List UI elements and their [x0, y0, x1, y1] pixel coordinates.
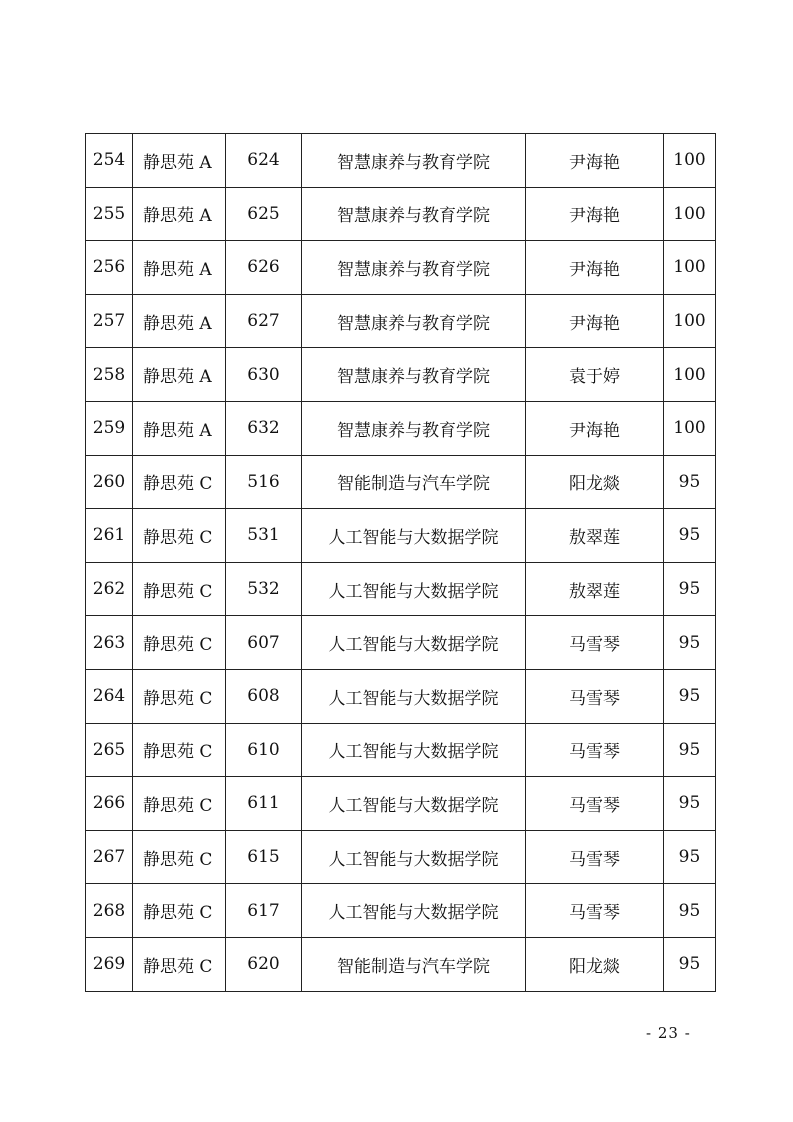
counselor-cell: 阳龙燚	[526, 937, 664, 991]
table-row	[86, 187, 716, 241]
table-row	[86, 777, 716, 831]
row-index-cell: 254	[86, 134, 133, 188]
building-cell: 静思苑 C	[133, 455, 226, 509]
table-row	[86, 455, 716, 509]
building-cell: 静思苑 A	[133, 134, 226, 188]
table-row	[86, 294, 716, 348]
counselor-cell: 马雪琴	[526, 777, 664, 831]
building-cell: 静思苑 A	[133, 187, 226, 241]
college-cell: 人工智能与大数据学院	[302, 723, 526, 777]
building-cell: 静思苑 C	[133, 616, 226, 670]
score-cell: 95	[664, 723, 716, 777]
table-row	[86, 723, 716, 777]
room-number-cell: 626	[226, 241, 302, 295]
row-index-cell: 266	[86, 777, 133, 831]
counselor-cell: 尹海艳	[526, 401, 664, 455]
table-row	[86, 616, 716, 670]
counselor-cell: 袁于婷	[526, 348, 664, 402]
room-number-cell: 611	[226, 777, 302, 831]
counselor-cell: 尹海艳	[526, 187, 664, 241]
college-cell: 智慧康养与教育学院	[302, 348, 526, 402]
table-row	[86, 669, 716, 723]
row-index-cell: 267	[86, 830, 133, 884]
college-cell: 人工智能与大数据学院	[302, 562, 526, 616]
counselor-cell: 尹海艳	[526, 241, 664, 295]
table-row	[86, 884, 716, 938]
room-number-cell: 627	[226, 294, 302, 348]
table-row	[86, 830, 716, 884]
counselor-cell: 马雪琴	[526, 830, 664, 884]
college-cell: 智慧康养与教育学院	[302, 294, 526, 348]
college-cell: 智慧康养与教育学院	[302, 401, 526, 455]
room-number-cell: 610	[226, 723, 302, 777]
score-cell: 95	[664, 884, 716, 938]
row-index-cell: 264	[86, 669, 133, 723]
table-row	[86, 509, 716, 563]
room-number-cell: 615	[226, 830, 302, 884]
building-cell: 静思苑 C	[133, 669, 226, 723]
counselor-cell: 敖翠莲	[526, 562, 664, 616]
score-cell: 95	[664, 669, 716, 723]
building-cell: 静思苑 A	[133, 401, 226, 455]
table-row	[86, 134, 716, 188]
counselor-cell: 马雪琴	[526, 723, 664, 777]
page-number: - 23 -	[646, 1024, 691, 1042]
score-cell: 95	[664, 455, 716, 509]
counselor-cell: 阳龙燚	[526, 455, 664, 509]
row-index-cell: 268	[86, 884, 133, 938]
room-number-cell: 532	[226, 562, 302, 616]
score-cell: 100	[664, 401, 716, 455]
counselor-cell: 尹海艳	[526, 294, 664, 348]
building-cell: 静思苑 C	[133, 562, 226, 616]
score-cell: 100	[664, 187, 716, 241]
room-number-cell: 625	[226, 187, 302, 241]
college-cell: 智慧康养与教育学院	[302, 134, 526, 188]
building-cell: 静思苑 A	[133, 294, 226, 348]
room-number-cell: 632	[226, 401, 302, 455]
score-cell: 100	[664, 134, 716, 188]
room-number-cell: 620	[226, 937, 302, 991]
score-cell: 100	[664, 241, 716, 295]
college-cell: 人工智能与大数据学院	[302, 777, 526, 831]
score-cell: 95	[664, 830, 716, 884]
row-index-cell: 263	[86, 616, 133, 670]
building-cell: 静思苑 C	[133, 509, 226, 563]
row-index-cell: 269	[86, 937, 133, 991]
college-cell: 智能制造与汽车学院	[302, 937, 526, 991]
counselor-cell: 尹海艳	[526, 134, 664, 188]
room-number-cell: 516	[226, 455, 302, 509]
room-number-cell: 617	[226, 884, 302, 938]
score-cell: 95	[664, 937, 716, 991]
college-cell: 人工智能与大数据学院	[302, 509, 526, 563]
score-cell: 100	[664, 294, 716, 348]
building-cell: 静思苑 A	[133, 348, 226, 402]
table-row	[86, 562, 716, 616]
college-cell: 人工智能与大数据学院	[302, 616, 526, 670]
table-row	[86, 348, 716, 402]
score-cell: 95	[664, 509, 716, 563]
counselor-cell: 敖翠莲	[526, 509, 664, 563]
row-index-cell: 260	[86, 455, 133, 509]
dormitory-score-table	[85, 133, 716, 992]
score-cell: 95	[664, 616, 716, 670]
row-index-cell: 259	[86, 401, 133, 455]
room-number-cell: 531	[226, 509, 302, 563]
table-row	[86, 241, 716, 295]
score-cell: 100	[664, 348, 716, 402]
college-cell: 人工智能与大数据学院	[302, 669, 526, 723]
row-index-cell: 258	[86, 348, 133, 402]
room-number-cell: 607	[226, 616, 302, 670]
room-number-cell: 624	[226, 134, 302, 188]
building-cell: 静思苑 C	[133, 723, 226, 777]
college-cell: 人工智能与大数据学院	[302, 884, 526, 938]
college-cell: 人工智能与大数据学院	[302, 830, 526, 884]
college-cell: 智慧康养与教育学院	[302, 241, 526, 295]
score-cell: 95	[664, 562, 716, 616]
row-index-cell: 262	[86, 562, 133, 616]
building-cell: 静思苑 C	[133, 884, 226, 938]
college-cell: 智能制造与汽车学院	[302, 455, 526, 509]
building-cell: 静思苑 C	[133, 777, 226, 831]
building-cell: 静思苑 C	[133, 937, 226, 991]
row-index-cell: 256	[86, 241, 133, 295]
row-index-cell: 257	[86, 294, 133, 348]
building-cell: 静思苑 A	[133, 241, 226, 295]
row-index-cell: 261	[86, 509, 133, 563]
room-number-cell: 630	[226, 348, 302, 402]
counselor-cell: 马雪琴	[526, 884, 664, 938]
counselor-cell: 马雪琴	[526, 616, 664, 670]
counselor-cell: 马雪琴	[526, 669, 664, 723]
table-row	[86, 401, 716, 455]
table-row	[86, 937, 716, 991]
score-cell: 95	[664, 777, 716, 831]
row-index-cell: 265	[86, 723, 133, 777]
table-body	[86, 134, 716, 992]
college-cell: 智慧康养与教育学院	[302, 187, 526, 241]
building-cell: 静思苑 C	[133, 830, 226, 884]
row-index-cell: 255	[86, 187, 133, 241]
room-number-cell: 608	[226, 669, 302, 723]
